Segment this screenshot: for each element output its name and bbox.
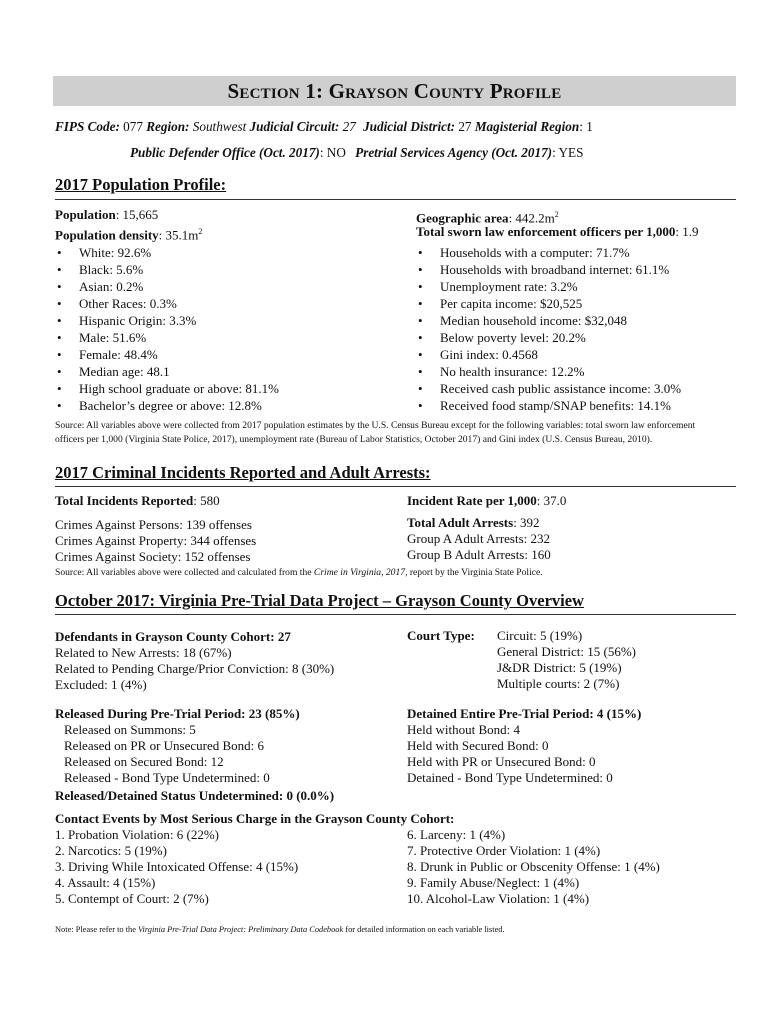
arrests-label: Total Adult Arrests bbox=[407, 515, 514, 530]
new-arrests: Related to New Arrests: 18 (67%) bbox=[55, 645, 232, 660]
list-item: • Received cash public assistance income: 3.0% bbox=[416, 380, 681, 397]
crime-source bbox=[55, 567, 543, 578]
total-incidents bbox=[55, 493, 220, 509]
population-left-list bbox=[55, 244, 279, 414]
list-item: • Black: 5.6% bbox=[55, 261, 279, 278]
district-value: 27 bbox=[458, 119, 472, 134]
density-label: Population density bbox=[55, 227, 159, 243]
incident-rate bbox=[407, 493, 566, 509]
crimes-property: Crimes Against Property: 344 offenses bbox=[55, 533, 257, 548]
officers-label: Total sworn law enforcement officers per 1,000 bbox=[416, 224, 676, 239]
group-b-arrests: Group B Adult Arrests: 160 bbox=[407, 547, 551, 562]
released-summons: Released on Summons: 5 bbox=[64, 722, 196, 737]
released-undetermined: Released - Bond Type Undetermined: 0 bbox=[64, 770, 270, 785]
note-pre: Note: Please refer to the bbox=[55, 925, 139, 934]
group-a-arrests: Group A Adult Arrests: 232 bbox=[407, 531, 551, 546]
list-item: • Households with a computer: 71.7% bbox=[416, 244, 681, 261]
circuit-label: Judicial Circuit: bbox=[249, 119, 340, 134]
court-general-district: General District: 15 (56%) bbox=[497, 644, 636, 659]
list-item: • Gini index: 0.4568 bbox=[416, 346, 681, 363]
officers-stat bbox=[416, 224, 698, 240]
population-heading-text: 2017 Population Profile: bbox=[55, 175, 227, 194]
list-item: • Received food stamp/SNAP benefits: 14.1% bbox=[416, 397, 681, 414]
held-without-bond: Held without Bond: 4 bbox=[407, 722, 521, 737]
total-incidents-label: Total Incidents Reported bbox=[55, 493, 194, 508]
psa-value: : YES bbox=[552, 145, 584, 160]
magisterial-label: Magisterial Region bbox=[474, 119, 580, 134]
header-line-2 bbox=[130, 145, 583, 161]
crime-source-pre: Source: All variables above were collected and calculated from the bbox=[55, 567, 314, 578]
fips-label: FIPS Code: bbox=[55, 119, 120, 134]
list-item: • Asian: 0.2% bbox=[55, 278, 279, 295]
contact-item: 5. Contempt of Court: 2 (7%) bbox=[55, 891, 209, 906]
total-adult-arrests bbox=[407, 515, 540, 531]
geo-label: Geographic area bbox=[416, 210, 509, 226]
court-circuit: Circuit: 5 (19%) bbox=[497, 628, 583, 643]
geo-value: : 442.2m bbox=[508, 210, 555, 226]
pdo-label: Public Defender Office (Oct. 2017) bbox=[130, 145, 320, 160]
contact-item: 6. Larceny: 1 (4%) bbox=[407, 827, 506, 842]
crime-heading-text: 2017 Criminal Incidents Reported and Adult Arrests: bbox=[55, 463, 431, 482]
held-secured-bond: Held with Secured Bond: 0 bbox=[407, 738, 549, 753]
circuit-value: 27 bbox=[342, 119, 356, 134]
note-codebook-title: Virginia Pre-Trial Data Project: Preliminary Data Codebook bbox=[138, 925, 344, 934]
contact-item: 1. Probation Violation: 6 (22%) bbox=[55, 827, 219, 842]
list-item: • White: 92.6% bbox=[55, 244, 279, 261]
population-label: Population bbox=[55, 207, 116, 222]
detained-undetermined: Detained - Bond Type Undetermined: 0 bbox=[407, 770, 613, 785]
pretrial-heading bbox=[55, 591, 736, 615]
crimes-society: Crimes Against Society: 152 offenses bbox=[55, 549, 251, 564]
header-line-1 bbox=[55, 119, 593, 135]
pending-charges: Related to Pending Charge/Prior Conviction: 8 (30%) bbox=[55, 661, 335, 676]
district-label: Judicial District: bbox=[363, 119, 456, 134]
incident-rate-label: Incident Rate per 1,000 bbox=[407, 493, 537, 508]
cohort-count: Defendants in Grayson County Cohort: 27 bbox=[55, 629, 291, 644]
detained-heading: Detained Entire Pre-Trial Period: 4 (15%) bbox=[407, 706, 642, 721]
status-undetermined: Released/Detained Status Undetermined: 0 (0.0%) bbox=[55, 788, 335, 803]
court-jdr-district: J&DR District: 5 (19%) bbox=[497, 660, 622, 675]
geo-sup: 2 bbox=[554, 210, 559, 219]
list-item: • Households with broadband internet: 61.1% bbox=[416, 261, 681, 278]
pdo-value: : NO bbox=[319, 145, 346, 160]
contacts-heading: Contact Events by Most Serious Charge in the Grayson County Cohort: bbox=[55, 811, 455, 826]
crime-heading bbox=[55, 463, 736, 487]
crimes-persons: Crimes Against Persons: 139 offenses bbox=[55, 517, 252, 532]
contact-item: 10. Alcohol-Law Violation: 1 (4%) bbox=[407, 891, 590, 906]
density-value: : 35.1m bbox=[158, 227, 199, 243]
list-item: • Median age: 48.1 bbox=[55, 363, 279, 380]
released-secured: Released on Secured Bond: 12 bbox=[64, 754, 224, 769]
page-title: Section 1: Grayson County Profile bbox=[227, 78, 562, 103]
arrests-value: : 392 bbox=[513, 515, 540, 530]
list-item: • Below poverty level: 20.2% bbox=[416, 329, 681, 346]
court-type-label: Court Type: bbox=[407, 628, 475, 643]
section-title-bar bbox=[53, 76, 736, 106]
population-value: : 15,665 bbox=[115, 207, 159, 222]
population-stat bbox=[55, 207, 158, 223]
list-item: • Unemployment rate: 3.2% bbox=[416, 278, 681, 295]
contact-item: 8. Drunk in Public or Obscenity Offense: 1 (4%) bbox=[407, 859, 660, 874]
note-post: for detailed information on each variable listed. bbox=[343, 925, 505, 934]
list-item: • Female: 48.4% bbox=[55, 346, 279, 363]
held-pr-unsecured: Held with PR or Unsecured Bond: 0 bbox=[407, 754, 596, 769]
list-item: • Hispanic Origin: 3.3% bbox=[55, 312, 279, 329]
court-multiple: Multiple courts: 2 (7%) bbox=[497, 676, 620, 691]
crime-source-post: , report by the Virginia State Police. bbox=[405, 567, 543, 578]
incident-rate-value: : 37.0 bbox=[536, 493, 567, 508]
released-heading: Released During Pre-Trial Period: 23 (85%) bbox=[55, 706, 300, 721]
population-source-line-1: Source: All variables above were collected from 2017 population estimates by the U.S. Census Bureau except for the following variables: total sworn law enforcement bbox=[55, 420, 696, 431]
density-stat bbox=[55, 224, 202, 243]
psa-label: Pretrial Services Agency (Oct. 2017) bbox=[355, 145, 553, 160]
officers-value: : 1.9 bbox=[675, 224, 699, 239]
region-label: Region: bbox=[146, 119, 190, 134]
released-pr-unsecured: Released on PR or Unsecured Bond: 6 bbox=[64, 738, 265, 753]
contact-item: 9. Family Abuse/Neglect: 1 (4%) bbox=[407, 875, 580, 890]
list-item: • Bachelor’s degree or above: 12.8% bbox=[55, 397, 279, 414]
fips-value: 077 bbox=[123, 119, 143, 134]
population-right-list bbox=[416, 244, 681, 414]
contact-item: 2. Narcotics: 5 (19%) bbox=[55, 843, 167, 858]
list-item: • Per capita income: $20,525 bbox=[416, 295, 681, 312]
list-item: • High school graduate or above: 81.1% bbox=[55, 380, 279, 397]
population-source-line-2: officers per 1,000 (Virginia State Police, 2017), unemployment rate (Bureau of Labor Statistics, October 2017) and Gini index (U.S. Census Bureau, 2010). bbox=[55, 434, 653, 445]
list-item: • Male: 51.6% bbox=[55, 329, 279, 346]
contact-item: 4. Assault: 4 (15%) bbox=[55, 875, 156, 890]
region-value: Southwest bbox=[192, 119, 247, 134]
list-item: • No health insurance: 12.2% bbox=[416, 363, 681, 380]
total-incidents-value: : 580 bbox=[193, 493, 220, 508]
codebook-note bbox=[55, 925, 505, 934]
crime-source-title: Crime in Virginia, 2017 bbox=[313, 567, 406, 578]
contact-item: 3. Driving While Intoxicated Offense: 4 (15%) bbox=[55, 859, 299, 874]
magisterial-value: : 1 bbox=[579, 119, 593, 134]
list-item: • Other Races: 0.3% bbox=[55, 295, 279, 312]
pretrial-heading-text: October 2017: Virginia Pre-Trial Data Project – Grayson County Overview bbox=[55, 591, 584, 610]
excluded-count: Excluded: 1 (4%) bbox=[55, 677, 147, 692]
population-heading bbox=[55, 175, 736, 200]
contact-item: 7. Protective Order Violation: 1 (4%) bbox=[407, 843, 601, 858]
density-sup: 2 bbox=[198, 227, 203, 236]
list-item: • Median household income: $32,048 bbox=[416, 312, 681, 329]
